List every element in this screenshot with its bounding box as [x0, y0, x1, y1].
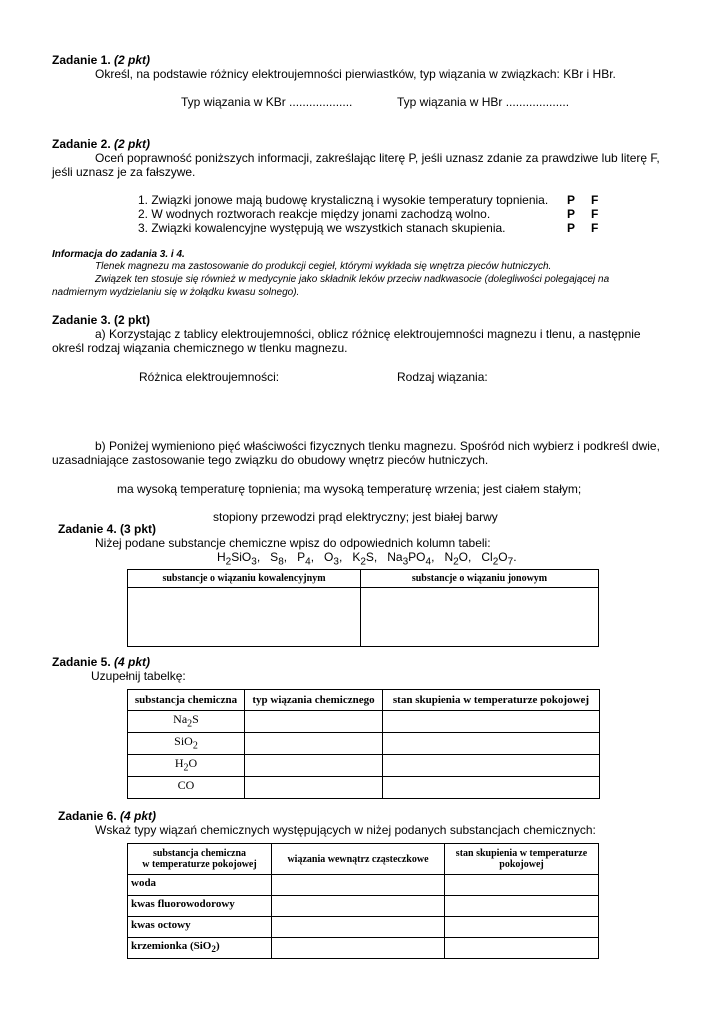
substance: $Na_3PO_4$, [387, 550, 435, 568]
state-header-line2: pokojowej [499, 859, 544, 870]
substance-cell: $H_2O$ [128, 755, 245, 777]
statement-text: 3. Związki kowalencyjne występują we wszystkich stanach skupienia. [138, 221, 506, 235]
substance-name-cell: krzemionka (SiO$_2$) [128, 938, 272, 959]
substance-header-line2: w temperaturze pokojowej [142, 859, 257, 870]
bond-type-cell[interactable] [245, 711, 383, 733]
task1-answer-kbr[interactable]: Typ wiązania w KBr ................... [181, 95, 353, 109]
substance-header: substancja chemiczna [128, 690, 245, 711]
task2-statement [138, 207, 490, 221]
false-option[interactable]: F [591, 207, 599, 221]
properties-line2[interactable]: stopiony przewodzi prąd elektryczny; jest białej barwy [213, 510, 498, 524]
substance: $K_2S$, [352, 550, 378, 568]
pf-group [567, 207, 615, 221]
table-row [128, 755, 600, 777]
task2-statement [138, 193, 548, 207]
substance-header-line1: substancja chemiczna [152, 848, 247, 859]
table-row [128, 938, 599, 959]
substance-cell: CO [128, 777, 245, 799]
task6-table [127, 843, 599, 959]
state-header: stan skupienia w temperaturze pokojowej [383, 690, 600, 711]
true-option[interactable]: P [567, 207, 576, 221]
task3-a-line1: a) Korzystając z tablicy elektroujemności, oblicz różnicę elektroujemności magnezu i tlenu, a następnie [95, 327, 641, 341]
task2-statement [138, 221, 506, 235]
substance: $H_2SiO_3$, [217, 550, 261, 568]
substance: $P_4$, [297, 550, 315, 568]
true-option[interactable]: P [567, 221, 576, 235]
task2-points: (2 pkt) [114, 137, 151, 151]
info-line1: Tlenek magnezu ma zastosowanie do produkcji cegieł, którymi wykłada się wnętrza pieców hutniczych. [95, 261, 552, 272]
state-header [445, 844, 599, 875]
bond-type-cell[interactable] [245, 733, 383, 755]
bond-type-cell[interactable] [245, 777, 383, 799]
task3-a-line2: określ rodzaj wiązania chemicznego w tlenku magnezu. [52, 341, 348, 355]
task2-heading: Zadanie 2. [52, 137, 111, 151]
bonds-cell[interactable] [272, 896, 445, 917]
substance: $S_8$, [270, 550, 288, 568]
false-option[interactable]: F [591, 193, 599, 207]
substance: $Cl_2O_7$. [481, 550, 517, 568]
covalent-column-header: substancje o wiązaniu kowalencyjnym [128, 570, 361, 588]
substance-name-cell: woda [128, 875, 272, 896]
bond-type-cell[interactable] [245, 755, 383, 777]
false-option[interactable]: F [591, 221, 599, 235]
state-cell[interactable] [383, 755, 600, 777]
task5-table [127, 689, 600, 799]
substance-name-cell: kwas octowy [128, 917, 272, 938]
state-cell[interactable] [445, 896, 599, 917]
table-row [128, 917, 599, 938]
task3-b-line2: uzasadniające zastosowanie tego związku do obudowy wnętrz pieców hutniczych. [52, 453, 489, 467]
statement-text: 2. W wodnych roztworach reakcje między jonami zachodzą wolno. [138, 207, 491, 221]
bonds-header: wiązania wewnątrz cząsteczkowe [272, 844, 445, 875]
substance-cell: $Na_2S$ [128, 711, 245, 733]
statement-text: 1. Związki jonowe mają budowę krystaliczną i wysokie temperatury topnienia. [138, 193, 549, 207]
ionic-column-header: substancje o wiązaniu jonowym [361, 570, 599, 588]
task6-points: (4 pkt) [120, 809, 157, 823]
bonds-cell[interactable] [272, 875, 445, 896]
table-row [128, 896, 599, 917]
task4-heading: Zadanie 4. (3 pkt) [58, 522, 157, 536]
state-cell[interactable] [445, 938, 599, 959]
pf-group [567, 221, 615, 235]
task3-b-line1: b) Poniżej wymieniono pięć właściwości fizycznych tlenku magnezu. Spośród nich wybierz i podkreśl dwie, [95, 439, 660, 453]
task2-instruction-line2: jeśli uznasz je za fałszywe. [52, 165, 196, 179]
table-row [128, 777, 600, 799]
task1-heading: Zadanie 1. [52, 53, 111, 67]
info-heading: Informacja do zadania 3. i 4. [52, 249, 185, 260]
table-row [128, 711, 600, 733]
substance-list [217, 550, 517, 569]
state-cell[interactable] [383, 733, 600, 755]
bonds-cell[interactable] [272, 917, 445, 938]
task1-title [52, 53, 150, 67]
task5-heading: Zadanie 5. [52, 655, 111, 669]
state-cell[interactable] [383, 777, 600, 799]
task3-heading: Zadanie 3. (2 pkt) [52, 313, 151, 327]
task1-instruction: Określ, na podstawie różnicy elektroujemności pierwiastków, typ wiązania w związkach: KBr i HBr. [95, 67, 616, 81]
substance-name-cell: kwas fluorowodorowy [128, 896, 272, 917]
task5-instruction: Uzupełnij tabelkę: [91, 669, 186, 683]
table-row [128, 733, 600, 755]
task6-title [58, 809, 156, 823]
substance: $O_3$, [324, 550, 343, 568]
task2-instruction-line1: Oceń poprawność poniższych informacji, zakreślając literę P, jeśli uznasz zdanie za prawdziwe lub literę F, [95, 151, 660, 165]
covalent-answer-cell[interactable] [128, 588, 361, 647]
task6-heading: Zadanie 6. [58, 809, 117, 823]
info-line3: nadmiernym wydzielaniu się w żołądku kwasu solnego). [52, 287, 300, 298]
pf-group [567, 193, 615, 207]
task5-title [52, 655, 150, 669]
substance: $N_2O$, [444, 550, 472, 568]
task1-points: (2 pkt) [114, 53, 151, 67]
task4-instruction: Niżej podane substancje chemiczne wpisz do odpowiednich kolumn tabeli: [95, 536, 491, 550]
task6-instruction: Wskaż typy wiązań chemicznych występujących w niżej podanych substancjach chemicznych: [95, 823, 596, 837]
state-header-line1: stan skupienia w temperaturze [455, 848, 588, 859]
properties-line1[interactable]: ma wysoką temperaturę topnienia; ma wysoką temperaturę wrzenia; jest ciałem stałym; [117, 482, 582, 496]
bonds-cell[interactable] [272, 938, 445, 959]
info-line2: Związek ten stosuje się również w medycynie jako składnik leków przeciw nadkwasocie (dolegliwości polegającej na [95, 274, 610, 285]
state-cell[interactable] [445, 917, 599, 938]
task5-points: (4 pkt) [114, 655, 151, 669]
true-option[interactable]: P [567, 193, 576, 207]
substance-header [128, 844, 272, 875]
task1-answer-hbr[interactable]: Typ wiązania w HBr ................... [397, 95, 570, 109]
substance-cell: SiO$_2$ [128, 733, 245, 755]
state-cell[interactable] [383, 711, 600, 733]
table-row [128, 875, 599, 896]
task2-title [52, 137, 150, 151]
state-cell[interactable] [445, 875, 599, 896]
ionic-answer-cell[interactable] [361, 588, 599, 647]
diff-label: Różnica elektroujemności: [139, 370, 280, 384]
task4-table [127, 569, 599, 647]
bond-type-label: Rodzaj wiązania: [397, 370, 488, 384]
bond-type-header: typ wiązania chemicznego [245, 690, 383, 711]
